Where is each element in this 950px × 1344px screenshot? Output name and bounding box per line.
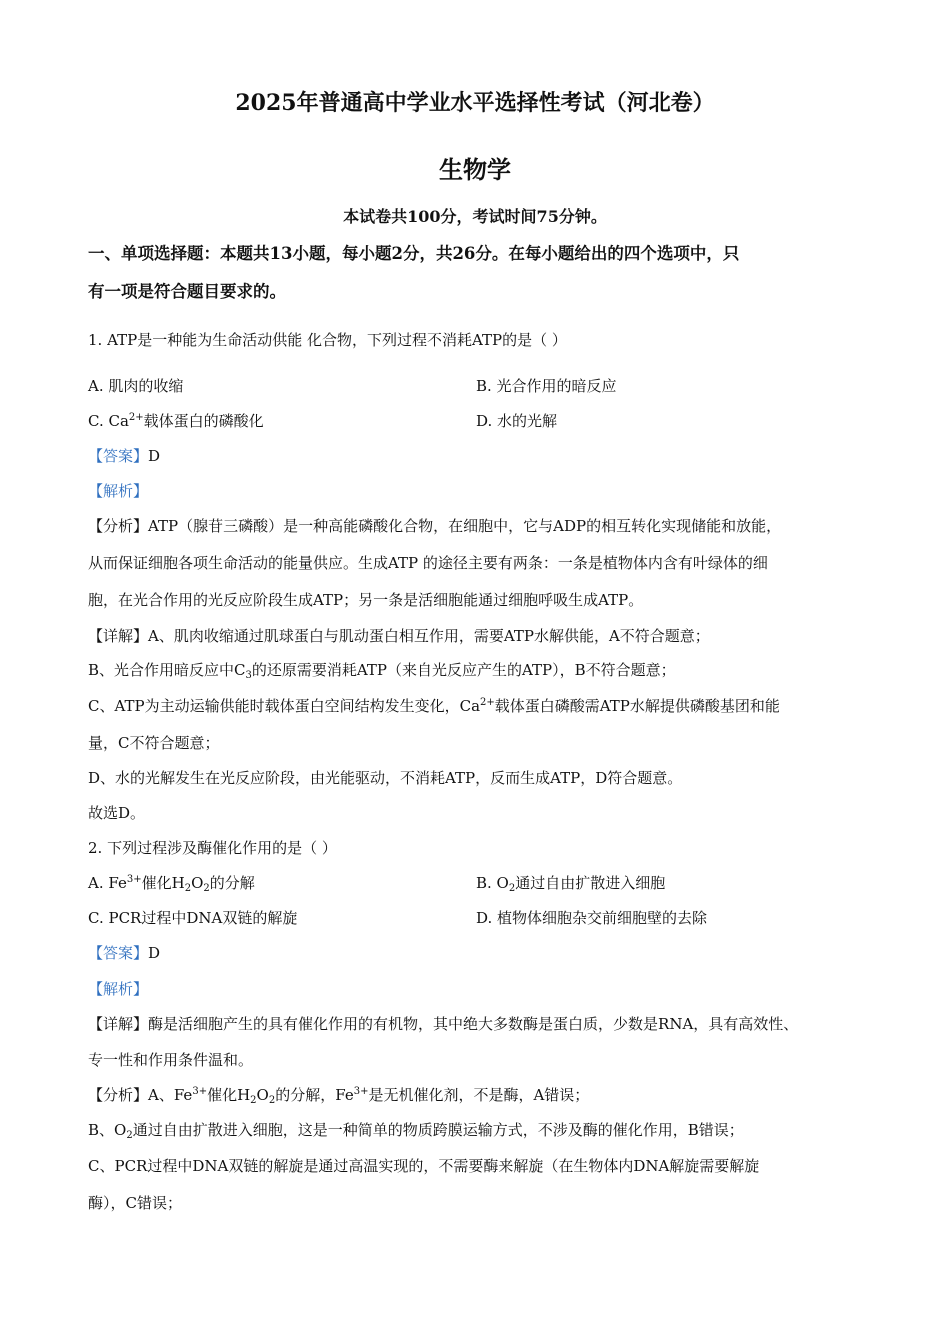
q1-xiangjie-tag: 【详解】 — [88, 627, 149, 645]
q2-fx-a-sub2: 2 — [268, 1095, 276, 1106]
q2-fenxi-a — [88, 1085, 589, 1105]
q2-fx-b-pre: B、O — [88, 1121, 127, 1139]
subject-title: 生物学 — [439, 155, 511, 184]
q1-answer-value: D — [148, 447, 161, 465]
section-heading-line1: 一、单项选择题：本题共13小题，每小题2分，共26分。在每小题给出的四个选项中，只 — [88, 244, 740, 263]
q1-option-c-sup: 2+ — [128, 412, 144, 423]
q2-fx-b-sub: 2 — [126, 1130, 133, 1141]
q1-xiangjie-b — [88, 660, 676, 680]
q2-fenxi-tag: 【分析】 — [88, 1086, 149, 1104]
q1-option-a: A. 肌肉的收缩 — [88, 377, 184, 395]
q1-option-c-post: 载体蛋白的磷酸化 — [143, 412, 264, 430]
q1-xiangjie-a-text: A、肌肉收缩通过肌球蛋白与肌动蛋白相互作用，需要ATP水解供能，A不符合题意； — [148, 627, 710, 645]
q2-stem: 2. 下列过程涉及酶催化作用的是（ ） — [88, 839, 337, 857]
q1-option-c-pre: C. Ca — [88, 412, 129, 430]
section-heading-line2: 有一项是符合题目要求的。 — [88, 282, 286, 301]
q2-a-mid: 催化H — [141, 874, 185, 892]
q1-conclusion: 故选D。 — [88, 804, 146, 822]
q2-b-pre: B. O — [476, 874, 509, 892]
q2-fx-b-post: 通过自由扩散进入细胞，这是一种简单的物质跨膜运输方式，不涉及酶的催化作用，B错误； — [132, 1121, 744, 1139]
q2-option-a — [88, 873, 255, 893]
q2-fx-a-sub1: 2 — [250, 1095, 257, 1106]
q2-answer — [88, 943, 160, 963]
q2-fx-a-pre: A、Fe — [148, 1086, 193, 1104]
q1-xj-b-pre: B、光合作用暗反应中C — [88, 661, 246, 679]
q2-a-o: O — [191, 874, 204, 892]
q1-option-c — [88, 411, 264, 431]
q1-answer — [88, 446, 160, 466]
q1-xiangjie-d: D、水的光解发生在光反应阶段，由光能驱动，不消耗ATP，反而生成ATP，D符合题意。 — [88, 769, 683, 787]
q1-stem: 1. ATP是一种能为生命活动供能 化合物，下列过程不消耗ATP的是（ ） — [88, 331, 567, 349]
q2-a-post: 的分解 — [209, 874, 255, 892]
q1-option-b: B. 光合作用的暗反应 — [476, 377, 617, 395]
q2-fenxi-b — [88, 1120, 744, 1140]
q2-fx-a-sup2: 3+ — [353, 1086, 369, 1097]
q1-xj-c-sup: 2+ — [480, 697, 495, 708]
q2-answer-tag: 【答案】 — [88, 944, 149, 962]
q2-fenxi-c-line1: C、PCR过程中DNA双链的解旋是通过高温实现的，不需要酶来解旋（在生物体内DNA解旋需要解旋 — [88, 1157, 760, 1175]
q2-xiangjie-line2: 专一性和作用条件温和。 — [88, 1051, 254, 1069]
q1-analysis-tag: 【解析】 — [88, 482, 149, 500]
q2-answer-value: D — [148, 944, 161, 962]
q1-xiangjie-c-line2: 量，C不符合题意； — [88, 734, 220, 752]
q2-a-pre: A. Fe — [88, 874, 127, 892]
q1-xiangjie-c — [88, 696, 780, 716]
q1-fenxi-text1: ATP（腺苷三磷酸）是一种高能磷酸化合物，在细胞中，它与ADP的相互转化实现储能和放能， — [148, 517, 782, 535]
q2-a-sub2: 2 — [203, 883, 210, 894]
q2-option-d: D. 植物体细胞杂交前细胞壁的去除 — [476, 909, 708, 927]
q2-option-b — [476, 873, 665, 893]
q2-a-sup: 3+ — [126, 874, 142, 885]
q2-xiangjie-text1: 酶是活细胞产生的具有催化作用的有机物，其中绝大多数酶是蛋白质，少数是RNA，具有高效性、 — [148, 1015, 799, 1033]
q1-answer-tag: 【答案】 — [88, 447, 149, 465]
q1-xiangjie-a — [88, 626, 710, 646]
q1-fenxi-line3: 胞，在光合作用的光反应阶段生成ATP；另一条是活细胞能通过细胞呼吸生成ATP。 — [88, 591, 644, 609]
q1-option-d: D. 水的光解 — [476, 412, 558, 430]
exam-title: 2025年普通高中学业水平选择性考试（河北卷） — [235, 90, 715, 116]
q2-fx-a-sup: 3+ — [192, 1086, 208, 1097]
q1-xj-c-pre: C、ATP为主动运输供能时载体蛋白空间结构发生变化，Ca — [88, 697, 481, 715]
q2-xiangjie-line1 — [88, 1014, 798, 1034]
exam-info: 本试卷共100分，考试时间75分钟。 — [343, 207, 607, 226]
q1-fenxi-line1 — [88, 516, 781, 536]
q2-fenxi-c-line2: 酶），C错误； — [88, 1194, 182, 1212]
q2-option-c: C. PCR过程中DNA双链的解旋 — [88, 909, 298, 927]
q1-fenxi-line2: 从而保证细胞各项生命活动的能量供应。生成ATP 的途径主要有两条：一条是植物体内含有叶绿体的细 — [88, 554, 768, 572]
q1-xj-c-post: 载体蛋白磷酸需ATP水解提供磷酸基团和能 — [494, 697, 780, 715]
q2-fx-a-mid: 催化H — [207, 1086, 251, 1104]
q2-analysis-tag: 【解析】 — [88, 980, 149, 998]
q1-xj-b-sub: 3 — [245, 670, 252, 681]
q2-xiangjie-tag: 【详解】 — [88, 1015, 149, 1033]
q2-b-sub: 2 — [508, 883, 516, 894]
q2-b-post: 通过自由扩散进入细胞 — [515, 874, 666, 892]
q2-fx-a-mid2: 的分解，Fe — [275, 1086, 354, 1104]
q2-fx-a-o: O — [256, 1086, 269, 1104]
q1-fenxi-tag: 【分析】 — [88, 517, 149, 535]
q2-a-sub1: 2 — [184, 883, 192, 894]
q2-fx-a-post: 是无机催化剂，不是酶，A错误； — [368, 1086, 590, 1104]
q1-xj-b-post: 的还原需要消耗ATP（来自光反应产生的ATP），B不符合题意； — [251, 661, 676, 679]
